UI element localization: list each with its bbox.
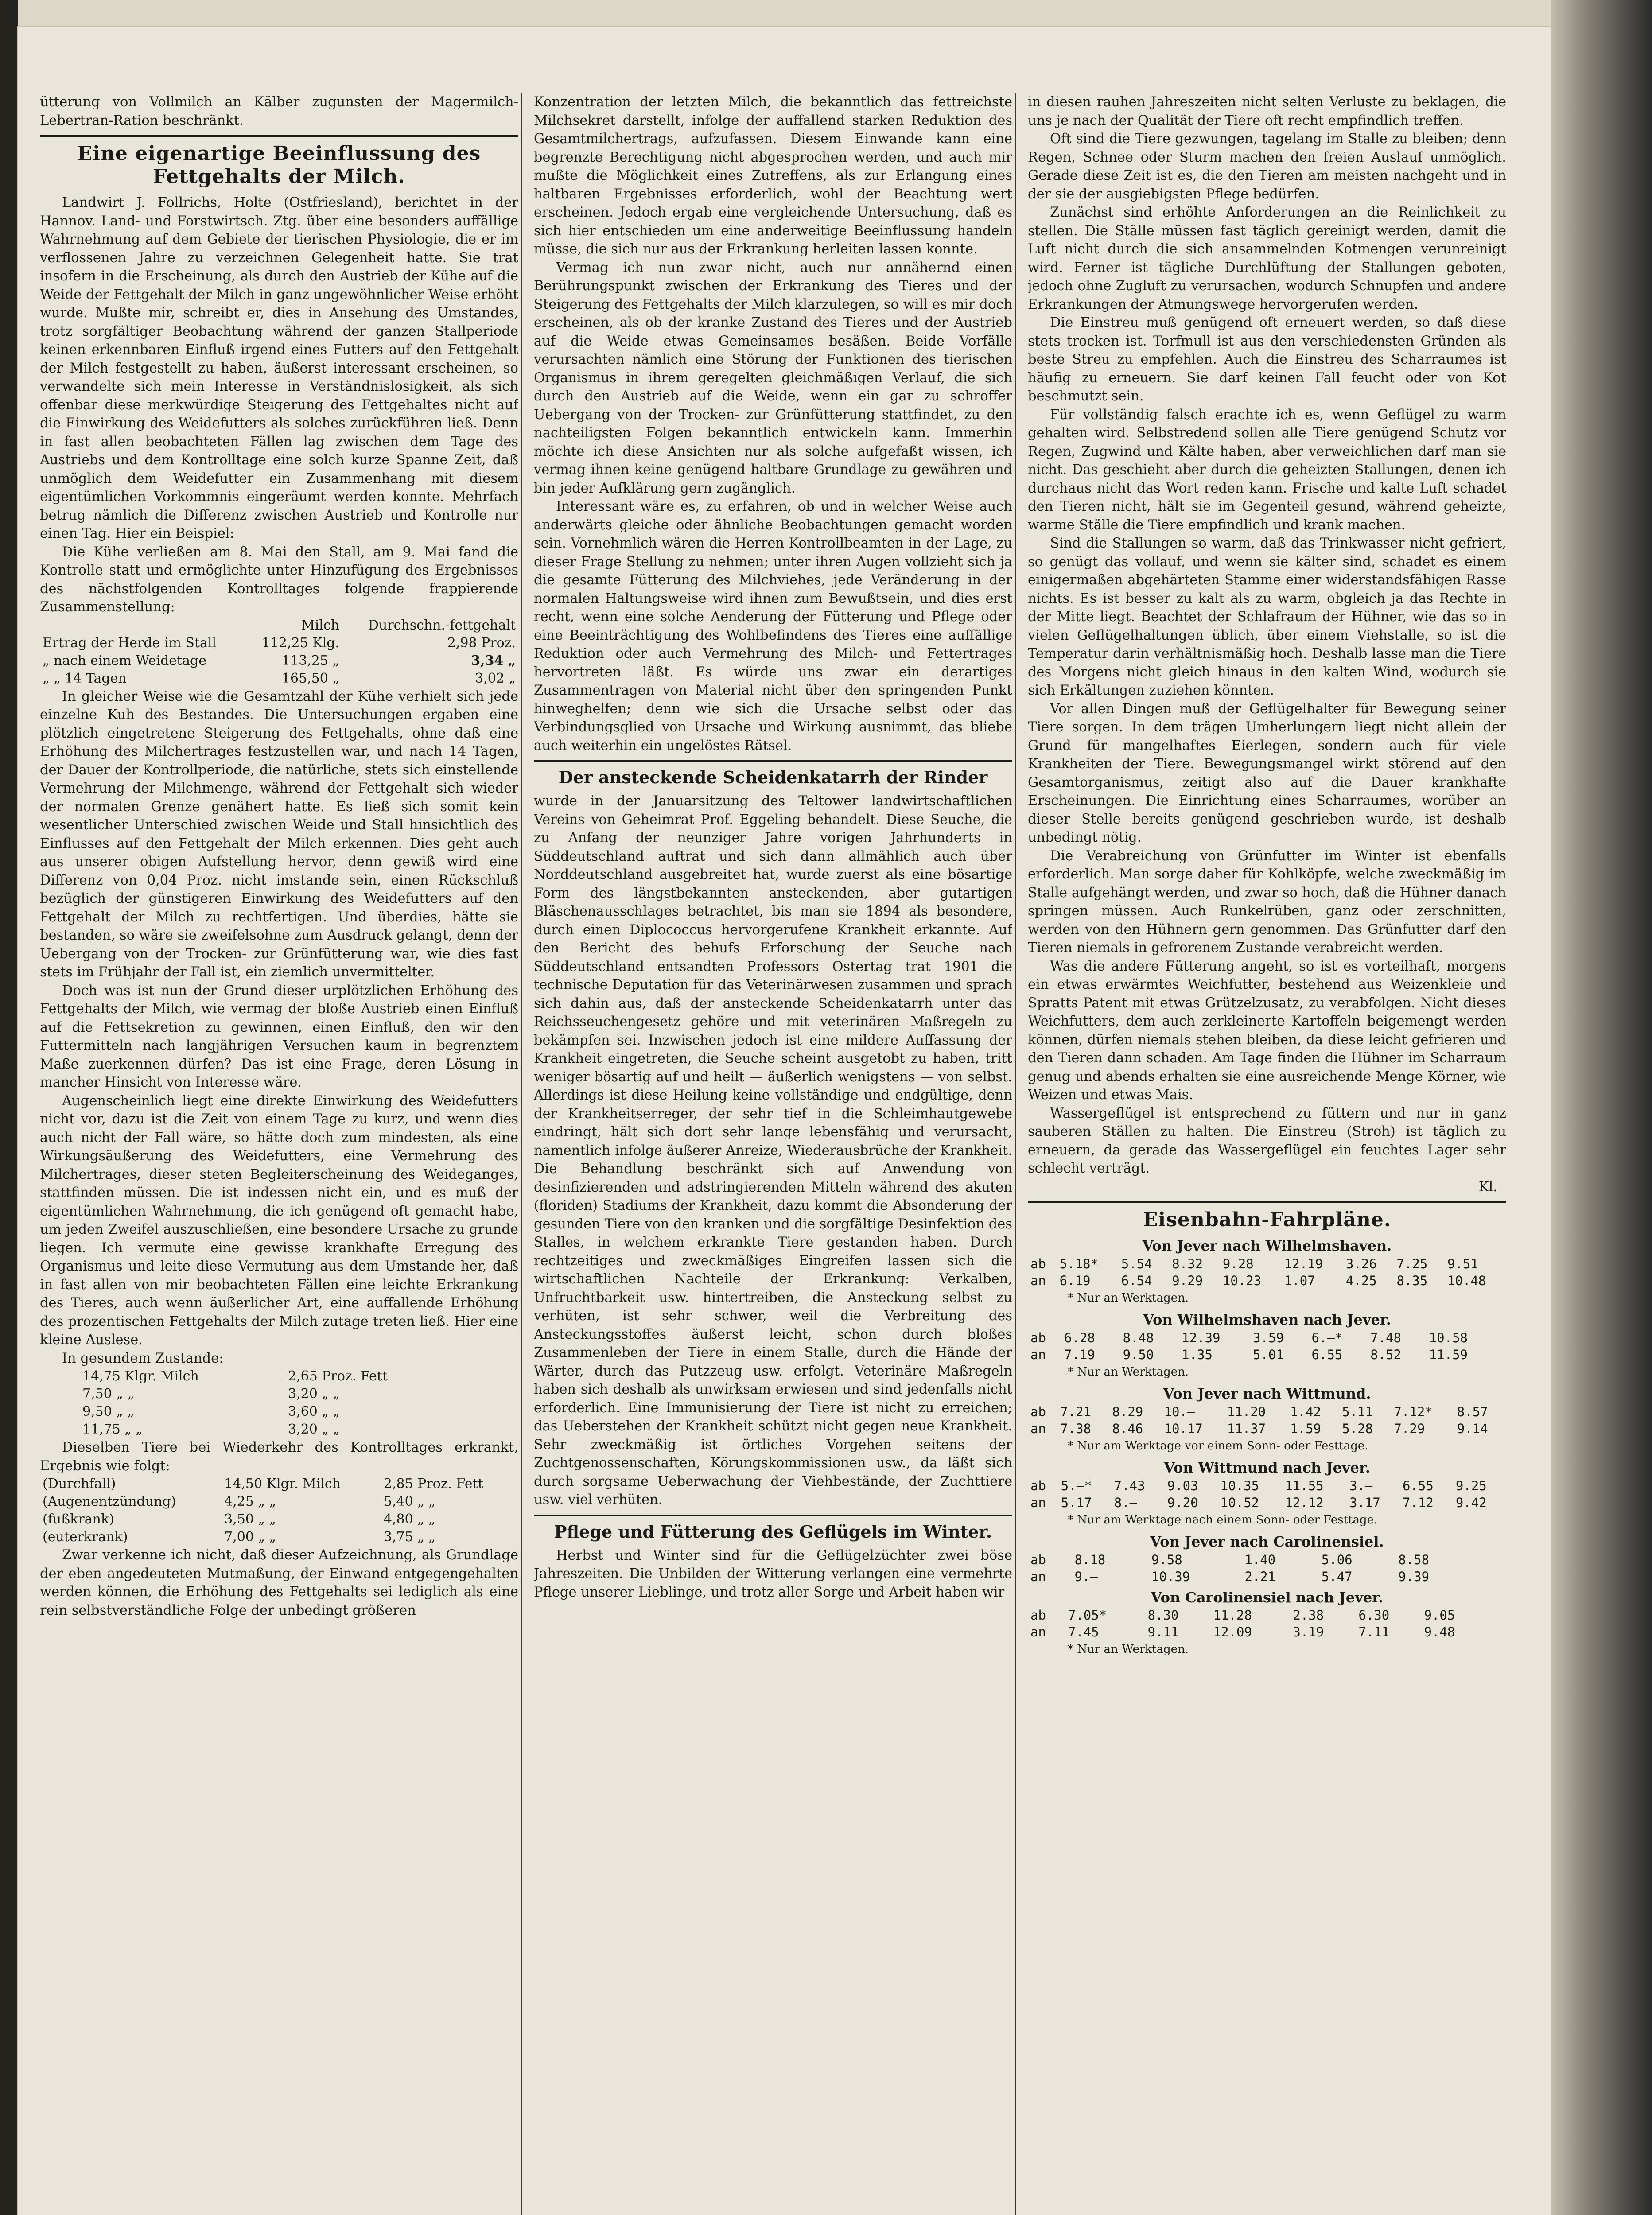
timetable-route-title: Von Wittmund nach Jever. [1163,1459,1371,1476]
timetable-cell: 5.18* [1059,1256,1098,1271]
timetable-row [1028,1568,1506,1585]
timetable-cell: 6.55 [1402,1478,1434,1493]
timetable-cell: 10.52 [1220,1495,1259,1510]
timetable-cell: 9.42 [1455,1495,1487,1510]
timetable-cell [1495,1551,1507,1568]
paragraph: In gleicher Weise wie die Gesamtzahl der Kühe verhielt sich jede einzelne Kuh des Bestandes. Die Untersuchungen ergaben eine plötzlich eingetretene Steigerung des Fettgehalts, ohne daß eine Erhöhung des Milchertrages festzustellen war, und nach 14 Tagen, der Dauer der Kontrollperiode, die natürliche, stets sich einstellende Vermehrung der Milchmenge, während der Fettgehalt sich wieder der normalen Grenze genähert hatte. Es ließ sich somit kein wesentlicher Unterschied zwischen Weide und Stall hinsichtlich des Einflusses auf den Fettgehalt der Milch erkennen. Dies geht auch aus unserer obigen Aufstellung hervor, denn gewiß wird eine Differenz von 0,04 Proz. nicht imstande sein, einen Rückschluß bezüglich der günstigeren Einwirkung des Weidefutters auf den Fettgehalt der Milch zu rechtfertigen. Und überdies, hätte sie bestanden, so wäre sie zweifelsohne zum Ausdruck gelangt, denn der Uebergang von der Trocken- zur Grünfütterung war, wie dies fast stets im Frühjahr der Fall ist, ein ziemlich unvermittelter. [40,688,518,980]
paragraph: Die Einstreu muß genügend oft erneuert werden, so daß diese stets trocken ist. Torfmull ist aus den verschiedensten Gründen als beste Streu zu empfehlen. Auch die Einstreu des Scharraumes ist häufig zu erneuern. Sie darf keinen Fall feucht oder von Kot beschmutzt sein. [1028,315,1506,404]
table-header: Durchschn.-fettgehalt [368,617,516,633]
timetable-row [1028,1255,1506,1272]
timetable-cell: 8.52 [1370,1347,1401,1362]
timetable-route-title: Von Carolinensiel nach Jever. [1151,1589,1384,1606]
timetable [1028,1329,1506,1363]
timetable-cell: 8.— [1114,1495,1138,1510]
timetable-heading: Eisenbahn-Fahrpläne. [1143,1209,1392,1231]
timetable-row [1028,1329,1506,1346]
table-row: „ „ 14 Tagen 165,50 „ 3,02 „ [43,670,516,686]
scan-right-edge [1551,0,1652,2215]
divider [534,1515,1012,1516]
timetable-cell: 11.59 [1429,1347,1468,1362]
timetable-cell: 8.29 [1112,1404,1143,1419]
timetable-cell: 11.28 [1213,1608,1252,1623]
timetable-route-title: Von Jever nach Wilhelmshaven. [1142,1237,1392,1254]
timetable-cell: 11.20 [1227,1404,1266,1419]
timetable-cell: 1.07 [1284,1273,1315,1288]
timetable-cell: 9.29 [1172,1273,1203,1288]
timetable-cell: 9.58 [1151,1552,1182,1567]
paragraph: Doch was ist nun der Grund dieser urplötzlichen Erhöhung des Fettgehalts der Milch, wie vermag der bloße Austrieb einen Einfluß auf die Fettsekretion zu gewinnen, einen Einfluß, den wir den Futtermitteln nach langjährigen Versuchen kaum in begrenztem Maße zuerkennen dürfen? Das ist eine Frage, deren Lösung in mancher Hinsicht von Interesse wäre. [40,983,518,1090]
timetable-cell [1487,1607,1497,1624]
timetable-cell: 3.— [1349,1478,1373,1493]
table-row: 11,75 „ „ 3,20 „ „ [82,1422,340,1437]
timetable-cell [1498,1329,1506,1346]
timetable-cell: 9.11 [1147,1624,1179,1640]
timetable-cell: ab [1030,1608,1046,1623]
timetable-cell: 9.05 [1424,1608,1455,1623]
timetable-cell [1498,1346,1506,1363]
timetable-cell: 5.11 [1342,1404,1373,1419]
timetable-cell [1497,1607,1506,1624]
column-rule-2 [1015,93,1016,2215]
timetable-cell: ab [1030,1552,1046,1567]
timetable-cell [1495,1568,1507,1585]
timetable-route-title: Von Jever nach Carolinensiel. [1150,1533,1384,1550]
paragraph: Oft sind die Tiere gezwungen, tagelang im Stalle zu bleiben; denn Regen, Schnee oder Sturm machen den freien Auslauf unmöglich. Gerade diese Zeit ist es, die den Tieren am meisten nachgeht und in der sie der ausgiebigsten Pflege bedürfen. [1028,131,1506,202]
column-rule-1 [521,93,522,2215]
milk-table-3 [40,1475,518,1546]
timetable-cell: 1.42 [1290,1404,1321,1419]
timetable-cell [1497,1624,1506,1640]
timetable-cell: 5.—* [1061,1478,1092,1493]
timetable-cell: 9.28 [1222,1256,1254,1271]
timetable-row [1028,1272,1506,1289]
timetable-cell: 6.19 [1059,1273,1091,1288]
newspaper-page [18,27,1551,2215]
timetable-row [1028,1494,1506,1511]
timetable-cell: 12.12 [1285,1495,1324,1510]
paragraph: In gesundem Zustande: [62,1350,224,1366]
timetable-cell: 7.19 [1064,1347,1095,1362]
table-row: Ertrag der Herde im Stall 112,25 Klg. 2,98 Proz. [43,635,516,651]
timetable-cell: 7.21 [1060,1404,1092,1419]
column-3 [1028,93,1506,1659]
divider [40,135,518,137]
timetable-row [1028,1403,1506,1420]
timetable-cell: 8.18 [1074,1552,1106,1567]
paragraph: Wassergeflügel ist entsprechend zu füttern und nur in ganz sauberen Ställen zu halten. Die Einstreu (Stroh) ist täglich zu erneuern, da gerade das Wassergeflügel ein feuchtes Lager sehr schlecht verträgt. [1028,1105,1506,1176]
timetable-cell: 10.35 [1220,1478,1259,1493]
timetable-note: * Nur am Werktage vor einem Sonn- oder Festtage. [1068,1439,1368,1453]
paragraph: wurde in der Januarsitzung des Teltower landwirtschaftlichen Vereins von Geheimrat Prof. Eggeling behandelt. Diese Seuche, die zu Anfang der neunziger Jahre vorigen Jahrhunderts in Süddeutschland auftrat und sich dann allmählich auch über Norddeutschland ausgebreitet hat, wurde zuerst als eine bösartige Form des längstbekannten ansteckenden, aber gutartigen Bläschenausschlages betrachtet, bis man sie 1894 als besondere, durch einen Diplococcus hervorgerufene Krankheit erkannte. Auf den Bericht des behufs Erforschung der Seuche nach Süddeutschland entsandten Professors Ostertag trat 1901 die technische Deputation für das Veterinärwesen zusammen und sprach sich dahin aus, daß der ansteckende Scheidenkatarrh unter das Reichsseuchengesetz gehöre und mit veterinären Maßregeln zu bekämpfen sei. Inzwischen jedoch ist eine mildere Auffassung der Krankheit eingetreten, die Seuche scheint ausgetobt zu haben, tritt weniger bösartig auf und heilt — äußerlich wenigstens — von selbst. Allerdings ist diese Heilung keine vollständige und endgültige, denn der Krankheitserreger, der sehr tief in die Schleimhautgewebe eindringt, hält sich dort sehr lange lebensfähig und verursacht, namentlich infolge äußerer Anreize, Wiederausbrüche der Krankheit. Die Behandlung beschränkt sich auf Anwendung von desinfizierenden und adstringierenden Mitteln während des akuten (floriden) Stadiums der Krankheit, dazu kommt die Absonderung der gesunden Tiere von den kranken und die sorgfältige Desinfektion des Stalles, in welchem erkrankte Tiere gestanden haben. Durch rechtzeitiges und zweckmäßiges Eingreifen lassen sich die wirtschaftlichen Nachteile der Erkrankung: Verkalben, Unfruchtbarkeit usw. hintertreiben, die Ansteckung selbst zu verhüten, ist sehr schwer, weil die Verbreitung des Ansteckungsstoffes äußerst leicht, schon durch bloßes Zusammenleben der Tiere in einem Stalle, durch die Hände der Wärter, durch das Putzzeug usw. erfolgt. Veterinäre Maßregeln haben sich deshalb als unwirksam erwiesen und sind jedenfalls nicht erforderlich. Eine Immunisierung der Tiere ist nicht zu erreichen; das Ueberstehen der Krankheit schützt nicht gegen neue Krankheit. Sehr zweckmäßig ist örtliches Vorgehen seitens der Zuchtgenossenschaften, Körungskommissionen usw., da läßt sich durch sorgsame Ueberwachung der Viehbestände, der Zuchttiere usw. viel verhüten. [534,793,1012,1508]
timetable [1028,1477,1506,1511]
timetable-route-title: Von Wilhelmshaven nach Jever. [1143,1311,1391,1328]
timetable-cell: 1.40 [1244,1552,1276,1567]
timetable-note: * Nur an Werktagen. [1068,1291,1189,1305]
article-heading-cattle: Der ansteckende Scheidenkatarrh der Rinder [558,767,988,787]
timetable-cell: ab [1030,1330,1046,1345]
timetable-cell [1473,1568,1484,1585]
timetable-cell: 10.23 [1222,1273,1262,1288]
timetable-cell: 7.29 [1394,1421,1425,1436]
timetable-cell: ab [1030,1404,1046,1419]
timetable-cell: ab [1030,1256,1046,1271]
timetable-cell: 5.06 [1321,1552,1353,1567]
timetable-cell: an [1030,1624,1046,1640]
table-header: Milch [301,617,339,633]
timetable-cell: 7.12 [1402,1495,1434,1510]
paragraph: Augenscheinlich liegt eine direkte Einwirkung des Weidefutters nicht vor, dazu ist die Zeit von einem Tage zu kurz, und wenn dies auch nicht der Fall wäre, so hätte doch zum mindesten, als eine Wirkungsäußerung des Weidefutters, eine Vermehrung des Milchertrages, dieser steten Begleiterscheinung des Weideganges, stattfinden müssen. Die ist indessen nicht ein, und es muß der eigentümlichen Wahrnehmung, die ich genügend oft gemacht habe, um jeden Zweifel auszuschließen, eine besondere Ursache zu grunde liegen. Ich vermute eine gewisse krankhafte Erregung des Organismus und leite diese Vermutung aus dem Umstande her, daß in fast allen von mir beobachteten Fällen eine leichte Erkrankung des Tieres, auch wenn äußerlicher Art, eine auffallende Erhöhung des prozentischen Fettgehalts der Milch zutage treten ließ. Hier eine kleine Auslese. [40,1093,518,1348]
paragraph: Sind die Stallungen so warm, daß das Trinkwasser nicht gefriert, so genügt das vollauf, und wenn sie kälter sind, schadet es einem einigermaßen abgehärteten Stamme einer widerstandsfähigen Rasse nichts. Es ist besser zu kalt als zu warm, obgleich ja das Rechte in der Mitte liegt. Beachtet der Schlafraum der Hühner, wie das so in vielen Geflügelhaltungen üblich, über einem Viehstalle, so ist die Temperatur darin verhältnismäßig hoch. Deshalb lasse man die Tiere des Morgens nicht gleich hinaus in den kalten Wind, wodurch sie sich Erkältungen zuziehen könnten. [1028,536,1506,698]
timetable-cell: an [1030,1421,1046,1436]
timetable-cell: 6.28 [1064,1330,1095,1345]
paragraph: Für vollständig falsch erachte ich es, wenn Geflügel zu warm gehalten wird. Selbstredend sollen alle Tiere genügend Schutz vor Regen, Zugwind und Kälte haben, aber verweichlichen darf man sie nicht. Das geschieht aber durch die geheizten Stallungen, denen ich durchaus nicht das Wort reden kann. Frische und kalte Luft schadet den Tieren nicht, hält sie im Gegenteil gesund, während geheizte, warme Ställe die Tiere empfindlich und krank machen. [1028,407,1506,533]
timetable-row [1028,1551,1506,1568]
table-row: 7,50 „ „ 3,20 „ „ [82,1386,340,1402]
table-row: (fußkrank) 3,50 „ „ 4,80 „ „ [43,1512,435,1527]
timetable [1028,1403,1506,1437]
timetable-cell: 9.20 [1167,1495,1198,1510]
timetable-row [1028,1420,1506,1437]
timetable-cell: 6.55 [1311,1347,1343,1362]
table-row: 9,50 „ „ 3,60 „ „ [82,1404,340,1419]
timetable-cell: 7.12* [1394,1404,1433,1419]
divider [1028,1201,1506,1203]
timetable-cell: ab [1030,1478,1046,1493]
timetable-cell: 9.— [1074,1569,1098,1584]
timetable-cell: 5.47 [1321,1569,1353,1584]
timetable-cell: an [1030,1347,1046,1362]
paragraph: Konzentration der letzten Milch, die bekanntlich das fettreichste Milchsekret darstellt, infolge der auffallend starken Reduktion des Gesamtmilchertrags, aufzufassen. Diesem Einwande kann eine begrenzte Berechtigung nicht abgesprochen werden, und auch mir mußte die Möglichkeit eines Zutreffens, als zur Erlangung eines haltbaren Ergebnisses erforderlich, wohl der Beachtung wert erscheinen. Jedoch ergab eine vergleichende Untersuchung, daß es sich hier entschieden um eine anderweitige Beeinflussung handeln müsse, die sich nur aus der Erkrankung herleiten lassen konnte. [534,94,1012,257]
timetable-route-title: Von Jever nach Wittmund. [1163,1385,1371,1402]
paragraph: Zwar verkenne ich nicht, daß dieser Aufzeichnung, als Grundlage der eben angedeuteten Mutmaßung, der Einwand entgegengehalten werden können, die Erhöhung des Fettgehalts sei lediglich als eine rein selbstverständliche Folge der unbedingt größeren [40,1547,518,1618]
timetable [1028,1551,1506,1585]
paragraph: Die Verabreichung von Grünfutter im Winter ist ebenfalls erforderlich. Man sorge daher für Kohlköpfe, welche zweckmäßig im Stalle aufgehängt werden, und zwar so hoch, daß die Hühner danach springen müssen. Auch Runkelrüben, ganz oder zerschnitten, werden von den Hühnern gern genommen. Das Grünfutter darf den Tieren niemals in gefrorenem Zustande verabreicht werden. [1028,848,1506,956]
timetable-cell: 5.54 [1121,1256,1152,1271]
timetable-cell: 12.09 [1213,1624,1252,1640]
timetable-cell: 9.51 [1447,1256,1478,1271]
timetable-cell: 8.35 [1396,1273,1428,1288]
column-1 [40,93,518,1620]
paragraph: Die Kühe verließen am 8. Mai den Stall, am 9. Mai fand die Kontrolle statt und ermöglichte unter Hinzufügung des Ergebnisses des nächstfolgenden Kontrolltages folgende frappierende Zusammenstellung: [40,544,518,615]
timetable-cell: 6.54 [1121,1273,1152,1288]
timetable-cell: 6.30 [1358,1608,1390,1623]
timetable-cell: 10.17 [1164,1421,1203,1436]
timetable-cell: 3.17 [1349,1495,1380,1510]
table-row: (Durchfall) 14,50 Klgr. Milch 2,85 Proz. Fett [43,1476,483,1492]
timetable-cell: 7.25 [1396,1256,1428,1271]
paragraph: Vermag ich nun zwar nicht, auch nur annähernd einen Berührungspunkt zwischen der Erkrankung des Tieres und der Steigerung des Fettgehalts der Milch klarzulegen, so will es mir doch erscheinen, als ob der kranke Zustand des Tieres und der Austrieb auf die Weide etwas Gemeinsames besäßen. Beide Vorfälle verursachten nämlich eine Störung der Funktionen des tierischen Organismus in ihrem geregelten gleichmäßigen Verlauf, die sich durch den Austrieb auf die Weide, wenn ein gar zu schroffer Uebergang von der Trocken- zur Grünfütterung stattfindet, zu den nachteiligsten Folgen bekanntlich entwickeln kann. Immerhin möchte ich diese Ansichten nur als solche aufgefaßt wissen, ich vermag ihnen keine genügend haltbare Grundlage zu gewähren und bin jeder Aufklärung gern zugänglich. [534,260,1012,496]
timetable-cell: 9.14 [1457,1421,1488,1436]
timetable-note: * Nur am Werktage nach einem Sonn- oder Festtage. [1068,1513,1378,1527]
paragraph: Zunächst sind erhöhte Anforderungen an die Reinlichkeit zu stellen. Die Ställe müssen fast täglich gereinigt werden, damit die Luft nicht durch die sich ansammelnden Kotmengen verunreinigt wird. Ferner ist tägliche Durchlüftung der Stallungen geboten, jedoch ohne Zugluft zu verursachen, wodurch Schnupfen und andere Erkrankungen der Atmungswege hervorgerufen werden. [1028,205,1506,312]
timetable-cell: 7.11 [1358,1624,1390,1640]
timetable-cell: 7.45 [1068,1624,1099,1640]
scan-left-edge [0,0,18,2215]
timetable-cell: 2.21 [1244,1569,1276,1584]
article-heading-milk: Eine eigenartige Beeinflussung des Fettgehalts der Milch. [77,142,481,188]
paragraph: Interessant wäre es, zu erfahren, ob und in welcher Weise auch anderwärts gleiche oder ähnliche Beobachtungen gemacht worden sein. Vornehmlich wären die Herren Kontrollbeamten in der Lage, zu dieser Frage Stellung zu nehmen; unter ihren Augen vollzieht sich ja die gesamte Fütterung des Milchviehes, jede Veränderung in der normalen Haltungsweise wird ihnen zum Bewußtsein, und dies erst recht, wenn eine solche Aenderung der Fütterung und Pflege oder eine Beeinträchtigung des Wohlbefindens des Tieres eine auffällige Reduktion oder auch Vermehrung des Milch- und Fettertrages hervortreten läßt. Es würde uns zwar ein derartiges Zusammentragen von Material nicht über den springenden Punkt hinweghelfen; denn wie sich die Ursache selbst oder das Verbindungsglied von Ursache und Wirkung ausnimmt, das bliebe auch weiterhin ein ungelöstes Rätsel. [534,499,1012,754]
timetable-cell: 9.03 [1167,1478,1198,1493]
timetable-cell: 8.58 [1398,1552,1430,1567]
timetable-cell: an [1030,1273,1046,1288]
paragraph: Herbst und Winter sind für die Geflügelzüchter zwei böse Jahreszeiten. Die Unbilden der Witterung verlangen eine vermehrte Pflege unserer Lieblinge, und trotz aller Sorge und Arbeit haben wir [534,1547,1012,1600]
timetable [1028,1607,1506,1640]
timetable-cell: 3.19 [1293,1624,1324,1640]
timetable-cell [1484,1568,1495,1585]
column-2 [534,93,1012,1601]
timetable-cell: 3.59 [1252,1330,1284,1345]
timetable-cell: 9.48 [1424,1624,1455,1640]
timetable-cell: 12.39 [1182,1330,1221,1345]
timetable-cell: 10.58 [1429,1330,1468,1345]
timetable-cell: 8.48 [1123,1330,1154,1345]
timetables [1028,1237,1506,1659]
timetable [1028,1255,1506,1289]
timetable-row [1028,1624,1506,1640]
author-sign: Kl. [1478,1179,1497,1195]
timetable-cell: 9.50 [1123,1347,1154,1362]
timetable-cell: 9.25 [1455,1478,1487,1493]
timetable-cell: 8.30 [1147,1608,1179,1623]
table-row: 14,75 Klgr. Milch 2,65 Proz. Fett [82,1368,388,1384]
timetable-row [1028,1477,1506,1494]
intro-text: ütterung von Vollmilch an Kälber zugunsten der Magermilch-Lebertran-Ration beschränkt. [40,94,518,128]
timetable-cell: 5.28 [1342,1421,1373,1436]
table-row: „ nach einem Weidetage 113,25 „ 3,34 „ [43,653,516,668]
timetable-cell: 7.05* [1068,1608,1107,1623]
milk-table-1 [40,617,518,688]
timetable-cell: 11.37 [1227,1421,1266,1436]
timetable-cell: an [1030,1495,1046,1510]
paragraph: Dieselben Tiere bei Wiederkehr des Kontrolltages erkrankt, Ergebnis wie folgt: [40,1440,518,1474]
timetable-cell: 7.38 [1060,1421,1092,1436]
timetable-cell: 4.25 [1345,1273,1377,1288]
timetable-cell: an [1030,1569,1046,1584]
timetable-cell: 1.35 [1182,1347,1213,1362]
timetable-cell: 6.—* [1311,1330,1343,1345]
timetable-cell [1487,1624,1497,1640]
timetable-cell: 10.39 [1151,1569,1190,1584]
divider [534,760,1012,762]
timetable-cell: 12.19 [1284,1256,1323,1271]
table-row: (Augenentzündung) 4,25 „ „ 5,40 „ „ [43,1494,435,1509]
paragraph: Vor allen Dingen muß der Geflügelhalter für Bewegung seiner Tiere sorgen. In dem trägen Umherlungern liegt nicht allein der Grund für mangelhaftes Eierlegen, sondern auch für viele Krankheiten der Tiere. Bewegungsmangel wirkt störend auf den Gesamtorganismus, zeitigt also auf die Dauer krankhafte Erscheinungen. Die Einrichtung eines Scharraumes, worüber an dieser Stelle bereits genügend geschrieben wurde, ist deshalb unbedingt nötig. [1028,701,1506,845]
timetable-cell: 7.48 [1370,1330,1401,1345]
timetable-cell: 5.17 [1061,1495,1092,1510]
timetable-note: * Nur an Werktagen. [1068,1365,1189,1379]
table-row: (euterkrank) 7,00 „ „ 3,75 „ „ [43,1529,435,1545]
paragraph: Was die andere Fütterung angeht, so ist es vorteilhaft, morgens ein etwas erwärmtes Weichfutter, bestehend aus Weizenkleie und Spratts Patent mit etwas Grützelzusatz, zu verabfolgen. Nicht dieses Weichfutters, dem auch zerkleinerte Kartoffeln beigemengt werden können, dürfen niemals stehen bleiben, da diese leicht gefrieren und den Tieren dann schaden. Am Tage finden die Hühner im Scharraum genug und abends erhalten sie eine ausreichende Menge Körner, wie Weizen und etwas Mais. [1028,958,1506,1103]
timetable-cell: 8.32 [1172,1256,1203,1271]
timetable-cell: 10.— [1164,1404,1195,1419]
timetable-cell: 3.26 [1345,1256,1377,1271]
timetable-row [1028,1346,1506,1363]
timetable-cell: 1.59 [1290,1421,1321,1436]
timetable-cell: 11.55 [1285,1478,1324,1493]
timetable-note: * Nur an Werktagen. [1068,1643,1189,1656]
timetable-cell: 5.01 [1252,1347,1284,1362]
paragraph: Landwirt J. Follrichs, Holte (Ostfriesland), berichtet in der Hannov. Land- und Forstwirtsch. Ztg. über eine besonders auffällige Wahrnehmung auf dem Gebiete der tierischen Physiologie, die er im verflossenen Jahre zu verzeichnen Gelegenheit hatte. Sie trat insofern in die Erscheinung, als durch den Austrieb der Kühe auf die Weide der Fettgehalt der Milch in ganz ungewöhnlicher Weise erhöht wurde. Mußte mir, schreibt er, dies in Ansehung des Umstandes, trotz sorgfältiger Beobachtung während der ganzen Stallperiode keinen erkennbaren Einfluß irgend eines Futters auf den Fettgehalt der Milch festgestellt zu haben, äußerst interessant erscheinen, so verwandelte sich mein Interesse in Verständnislosigkeit, als sich offenbar diese merkwürdige Steigerung des Fettgehaltes nicht auf die Einwirkung des Weidefutters als solches zurückführen ließ. Denn in fast allen beobachteten Fällen lag zwischen dem Tage des Austriebs und dem Kontrolltage eine solch kurze Spanne Zeit, daß unmöglich dem Weidefutter ein Zusammenhang mit diesem eigentümlichen Vorkommnis eingeräumt werden konnte. Mehrfach betrug nämlich die Differenz zwischen Austrieb und Kontrolle nur einen Tag. Hier ein Beispiel: [40,195,518,541]
timetable-cell [1473,1551,1484,1568]
article-heading-poultry: Pflege und Fütterung des Geflügels im Winter. [554,1521,992,1542]
timetable-row [1028,1607,1506,1624]
timetable-cell [1484,1551,1495,1568]
timetable-cell: 8.46 [1112,1421,1143,1436]
timetable-cell: 8.57 [1457,1404,1488,1419]
milk-table-2 [80,1368,463,1438]
paragraph: in diesen rauhen Jahreszeiten nicht selten Verluste zu beklagen, die uns je nach der Qualität der Tiere oft recht empfindlich treffen. [1028,94,1506,128]
timetable-cell: 2.38 [1293,1608,1324,1623]
timetable-cell: 10.48 [1447,1273,1486,1288]
timetable-cell: 7.43 [1114,1478,1145,1493]
timetable-cell: 9.39 [1398,1569,1430,1584]
